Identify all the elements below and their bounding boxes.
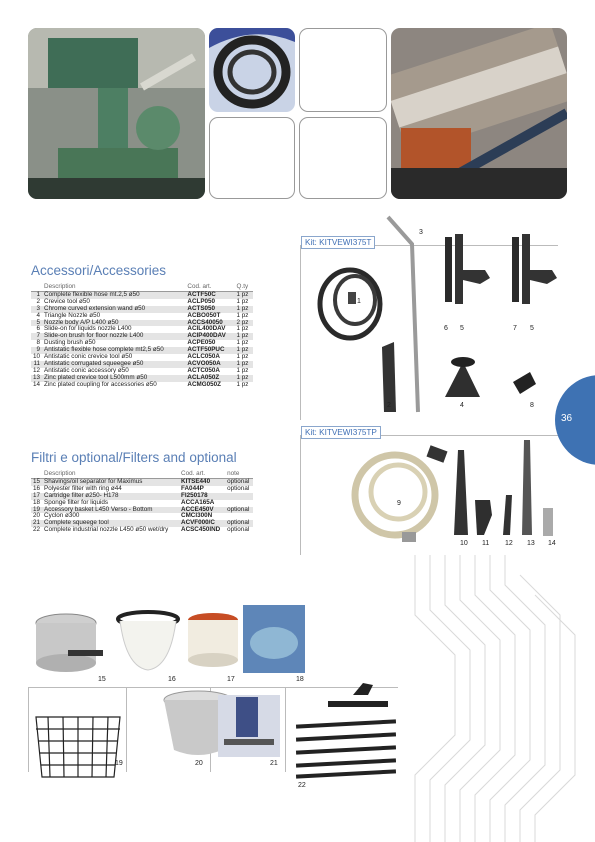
row-description: Sponge filter for liquids: [44, 498, 109, 506]
row-code: ACIP400DAV: [185, 333, 234, 340]
accessories-table: [31, 284, 253, 389]
corrugated-squeegee-icon: [475, 500, 492, 535]
bottom-num-18: 18: [296, 676, 304, 683]
row-qty: 1 pz: [236, 297, 249, 305]
bottom-num-19: 19: [115, 760, 123, 767]
kit1-num-4: 4: [460, 402, 464, 409]
nozzle-body-icon-5: [455, 234, 490, 304]
cartridge-filter-icon: [188, 613, 238, 667]
row-qty: 1 pz: [236, 311, 249, 319]
decorative-lines: [395, 555, 595, 842]
kit1-num-6: 6: [444, 325, 448, 332]
polyester-filter-icon: [118, 612, 178, 670]
row-qty: 1 pz: [235, 347, 253, 354]
bottom-num-17: 17: [227, 676, 235, 683]
col-description: Description: [42, 471, 179, 478]
kit1-num-7: 7: [513, 325, 517, 332]
row-qty: 1 pz: [235, 375, 253, 382]
row-number: 6: [36, 325, 41, 333]
kit1-num-2: 2: [387, 402, 391, 409]
row-code: FI250178: [179, 493, 225, 500]
row-number: 4: [36, 311, 41, 319]
bottom-num-16: 16: [168, 676, 176, 683]
row-number: 12: [33, 366, 41, 374]
row-code: ACLC050A: [187, 353, 220, 361]
oil-separator-icon: [36, 614, 103, 672]
kit2-illustration: [340, 440, 570, 550]
kit1-num-3: 3: [419, 229, 423, 236]
row-qty: 1 pz: [236, 353, 249, 361]
conic-crevice-icon: [454, 450, 468, 535]
basket-icon: [36, 717, 120, 777]
row-code: ACTF50C: [185, 291, 234, 298]
row-code: CMCI300N: [181, 512, 213, 520]
row-number: 22: [33, 526, 41, 534]
row-number: 10: [33, 353, 41, 361]
row-description: Antistatic conic accessory ø50: [44, 366, 129, 374]
empty-frame-top: [299, 28, 387, 112]
row-code: ACBO050T: [187, 311, 221, 319]
nozzle-body-icon-5b: [522, 234, 557, 304]
row-qty: 1 pz: [236, 380, 249, 388]
row-description: Nozzle body A/P L400 ø50: [42, 320, 185, 327]
row-number: 2: [36, 297, 41, 305]
row-number: 11: [31, 361, 42, 368]
photo-drill-press: [28, 28, 205, 199]
industrial-nozzle-icon: [296, 683, 396, 779]
row-qty: 1 pz: [236, 325, 249, 333]
row-note: [225, 493, 253, 500]
kit1-num-5: 5: [460, 325, 464, 332]
row-number: 17: [33, 491, 41, 499]
row-note: optional: [225, 520, 253, 527]
photo-cleaning-machine: [391, 28, 567, 199]
row-number: 7: [31, 333, 42, 340]
kit1-label: Kit: KITVEWI375T: [301, 236, 375, 249]
row-description: Complete industrial nozzle L450 ø50 wet/dry: [44, 526, 169, 534]
accessories-title: Accessori/Accessories: [31, 263, 167, 278]
row-description: Antistatic conic crevice tool ø50: [44, 353, 133, 361]
kit2-num-13: 13: [527, 540, 535, 547]
col-qty: Q.ty: [235, 284, 253, 291]
row-qty: 1 pz: [235, 291, 253, 298]
row-number: 3: [31, 306, 42, 313]
bottom-num-22: 22: [298, 782, 306, 789]
empty-frame-bottom-right: [299, 117, 387, 199]
photo-hose-coil: [209, 28, 295, 112]
row-qty: 1 pz: [235, 333, 253, 340]
row-qty: 1 pz: [236, 339, 249, 347]
row-note: optional: [225, 478, 253, 485]
row-code: ACLP050: [187, 297, 216, 305]
row-description: Shavings/oil separator for Maximus: [42, 478, 179, 485]
row-code: ACIL400DAV: [187, 325, 226, 333]
row-number: 16: [33, 484, 41, 492]
bottom-num-15: 15: [98, 676, 106, 683]
page-number: 36: [561, 413, 573, 424]
row-qty: 2 pz: [235, 320, 253, 327]
row-number: 5: [31, 320, 42, 327]
zinc-coupling-icon: [543, 508, 553, 536]
row-code: ACCA165A: [181, 498, 215, 506]
row-description: Complete flexible hose mt.2,5 ø50: [42, 291, 185, 298]
row-number: 13: [33, 373, 41, 381]
flexible-hose-icon: [320, 270, 380, 338]
row-qty: 1 pz: [235, 306, 253, 313]
dusting-brush-icon: [513, 372, 536, 394]
col-description: Description: [42, 284, 185, 291]
filters-table: [31, 471, 253, 534]
row-description: Crevice tool ø50: [44, 297, 90, 305]
row-note: optional: [227, 526, 250, 534]
bottom-products: [28, 605, 398, 790]
row-description: Antistatic flexible hose complete mt2,5 ø50: [42, 347, 185, 354]
kit2-num-11: 11: [482, 540, 490, 547]
row-description: Slide-on brush for floor nozzle L400: [42, 333, 185, 340]
row-description: Accessory basket L450 Verso - Bottom: [42, 507, 179, 514]
antistatic-hose-icon: [355, 445, 448, 542]
row-number: 8: [36, 339, 41, 347]
empty-frame-bottom-left: [209, 117, 295, 199]
filters-title: Filtri e optional/Filters and optional: [31, 450, 237, 465]
row-note: optional: [227, 484, 250, 492]
zinc-crevice-icon: [522, 440, 532, 535]
kit1-num-1: 1: [357, 298, 361, 305]
row-number: 1: [31, 291, 42, 298]
row-description: Slide-on for liquids nozzle L400: [44, 325, 132, 333]
nozzle-slide-icon-7: [512, 237, 519, 302]
row-number: 18: [33, 498, 41, 506]
nozzle-slide-icon-6: [445, 237, 452, 302]
kit2-num-12: 12: [505, 540, 513, 547]
row-description: Dusting brush ø50: [44, 339, 96, 347]
row-code: FA044P: [181, 484, 204, 492]
row-number: 14: [33, 380, 41, 388]
col-note: note: [225, 471, 253, 478]
row-number: 20: [33, 512, 41, 520]
kit1-illustration: [300, 212, 560, 417]
row-number: 9: [31, 347, 42, 354]
row-code: ACLA050Z: [185, 375, 234, 382]
row-note: optional: [225, 507, 253, 514]
row-code: ACMG050Z: [187, 380, 221, 388]
row-number: 21: [33, 519, 41, 527]
row-number: 15: [33, 477, 41, 485]
row-qty: 1 pz: [236, 366, 249, 374]
bottom-num-20: 20: [195, 760, 203, 767]
kit2-num-14: 14: [548, 540, 556, 547]
row-code: ACVF000/C: [179, 520, 225, 527]
row-description: Chrome curved extension wand ø50: [42, 306, 185, 313]
row-description: Polyester filter with ring ø44: [44, 484, 122, 492]
row-code: ACPE050: [187, 339, 216, 347]
col-code: Cod. art.: [179, 471, 225, 478]
kit1-num-5b: 5: [530, 325, 534, 332]
row-description: Triangle Nozzle ø50: [44, 311, 101, 319]
row-code: ACVO050A: [185, 361, 234, 368]
row-code: ACCS40050: [185, 320, 234, 327]
kit2-num-9: 9: [397, 500, 401, 507]
table-row: [31, 382, 253, 389]
table-row: [31, 527, 253, 534]
col-code: Cod. art.: [185, 284, 234, 291]
conic-accessory-icon: [503, 495, 512, 535]
row-description: Complete squeege tool: [42, 520, 179, 527]
kit2-num-10: 10: [460, 540, 468, 547]
row-code: ACTS050: [185, 306, 234, 313]
row-description: Cyclon ø300: [44, 512, 80, 520]
row-description: Cartridge filter ø250- H178: [42, 493, 179, 500]
row-number: 19: [33, 505, 41, 513]
kit2-label: Kit: KITVEWI375TP: [301, 426, 381, 439]
row-code: ACTC050A: [187, 366, 220, 374]
bottom-num-21: 21: [270, 760, 278, 767]
row-description: Antistatic corrugated squeegee ø50: [42, 361, 185, 368]
row-code: ACTF50PUC: [185, 347, 234, 354]
row-code: ACCE450V: [179, 507, 225, 514]
row-description: Zinc plated coupling for accessories ø50: [44, 380, 157, 388]
row-code: KITSE440: [179, 478, 225, 485]
row-code: ACSC450IND: [181, 526, 221, 534]
row-description: Zinc plated crevice tool L500mm ø50: [42, 375, 185, 382]
row-qty: 1 pz: [235, 361, 253, 368]
kit1-num-8: 8: [530, 402, 534, 409]
triangle-nozzle-icon: [445, 362, 480, 397]
